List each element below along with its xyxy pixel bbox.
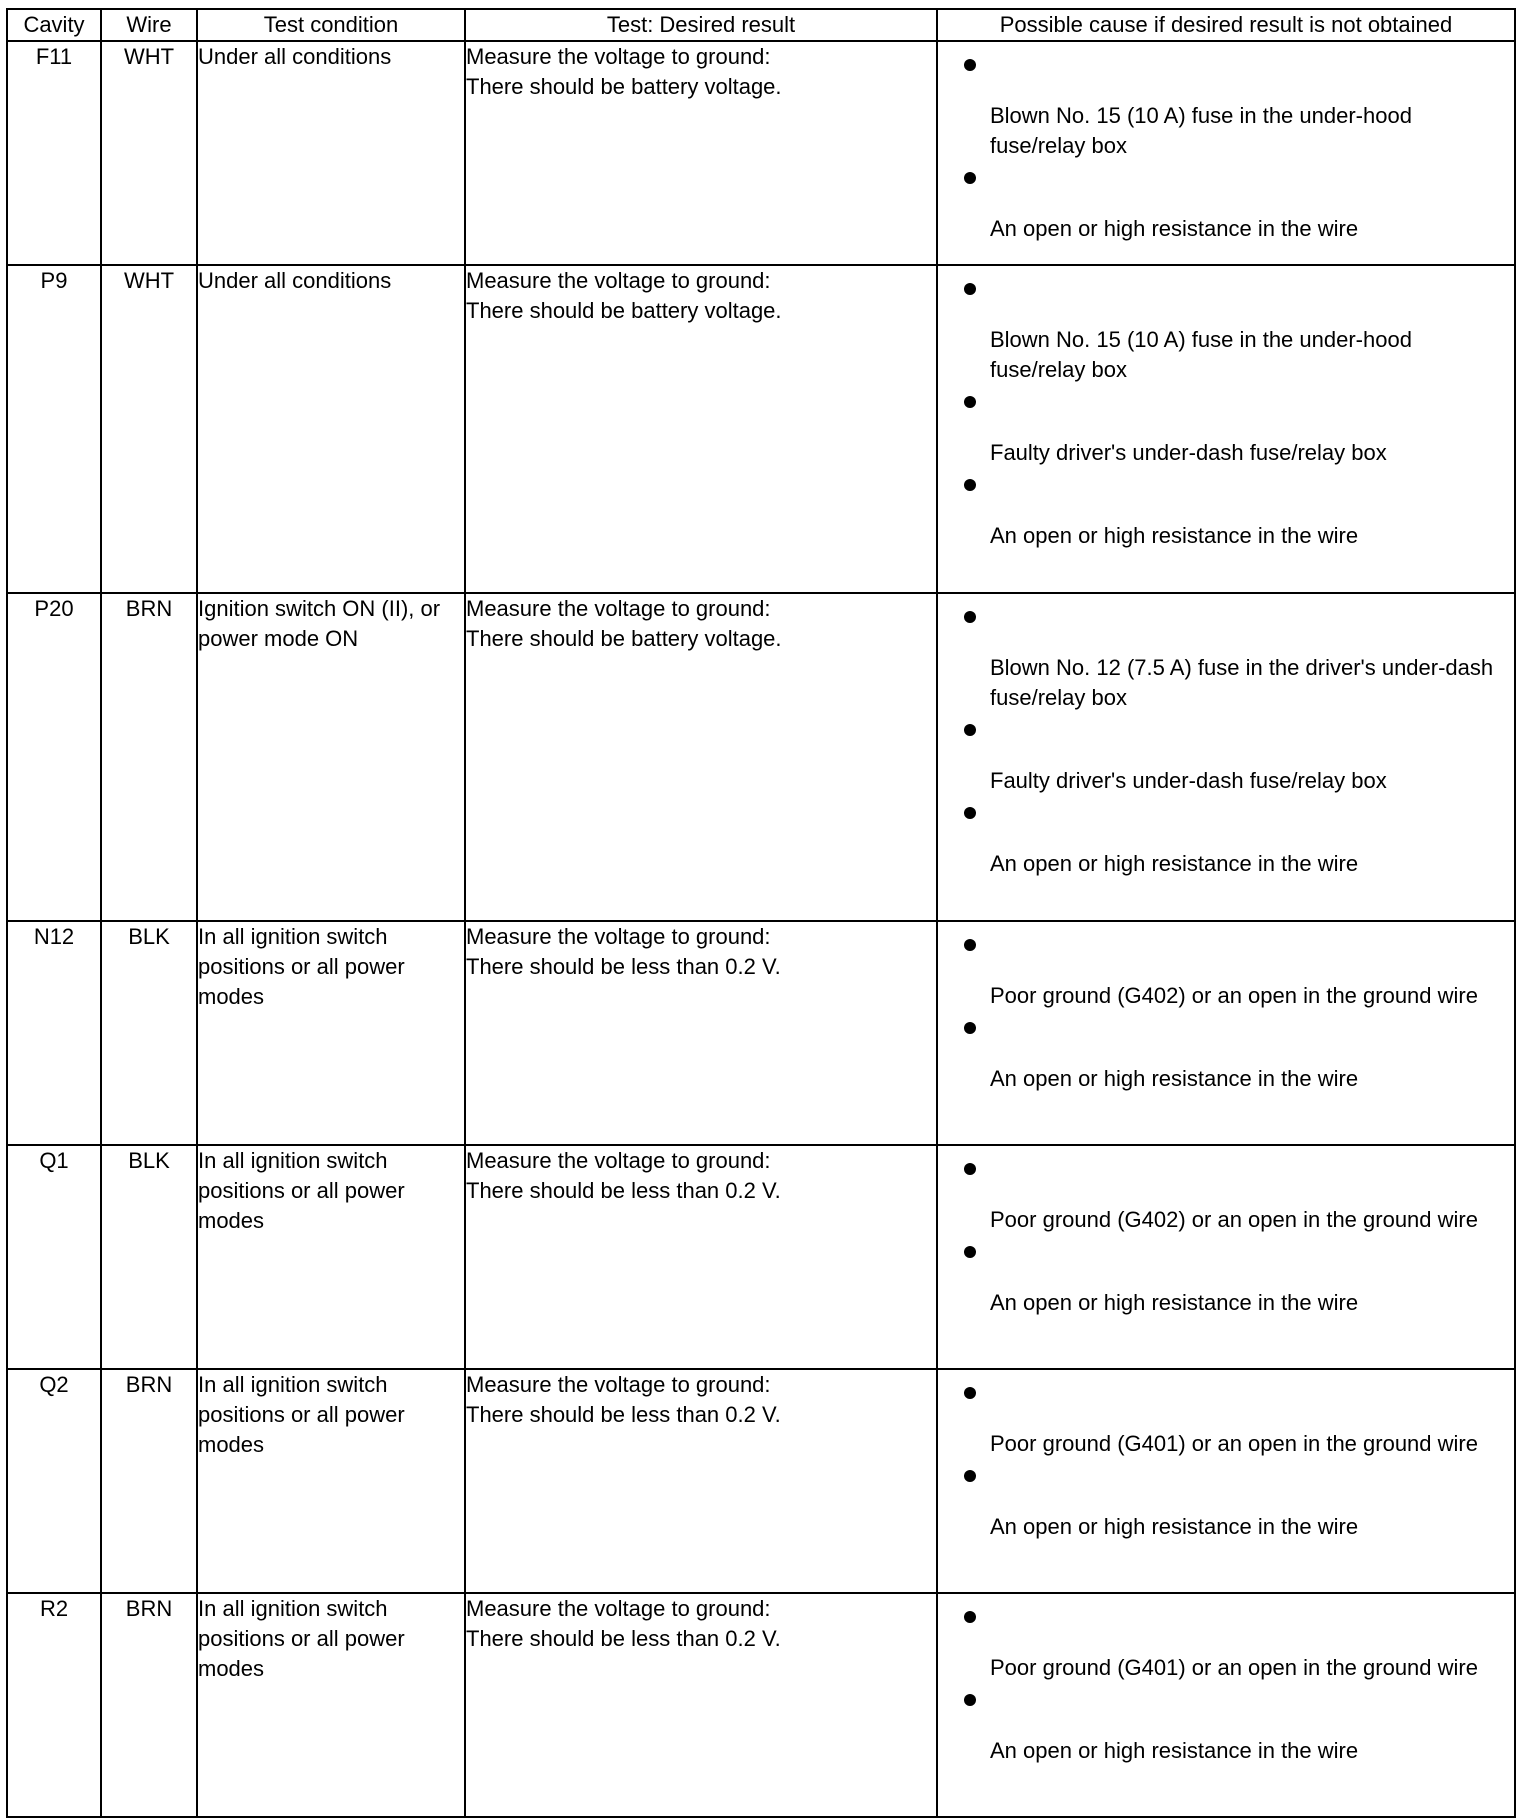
cause-cell	[937, 265, 1515, 593]
bullet-icon	[964, 1022, 976, 1034]
table-row	[7, 1145, 1515, 1369]
header-test-condition: Test condition	[197, 9, 465, 41]
cause-item	[958, 611, 1510, 713]
condition-cell: In all ignition switch positions or all power modes	[197, 921, 465, 1145]
wire-cell: BRN	[101, 1369, 197, 1593]
cause-text: Faulty driver's under-dash fuse/relay box	[990, 440, 1387, 465]
result-cell	[465, 1593, 937, 1817]
cause-item	[958, 724, 1510, 796]
bullet-icon	[964, 807, 976, 819]
result-line: Measure the voltage to ground:	[466, 596, 771, 621]
cause-item	[958, 1694, 1510, 1766]
result-line: There should be less than 0.2 V.	[466, 1626, 781, 1651]
header-row	[7, 9, 1515, 41]
cause-item	[958, 939, 1510, 1011]
result-line: There should be battery voltage.	[466, 298, 782, 323]
table-row	[7, 921, 1515, 1145]
cause-item	[958, 479, 1510, 551]
bullet-icon	[964, 283, 976, 295]
bullet-icon	[964, 611, 976, 623]
result-cell	[465, 1369, 937, 1593]
result-line: There should be less than 0.2 V.	[466, 1402, 781, 1427]
bullet-icon	[964, 479, 976, 491]
cause-text: An open or high resistance in the wire	[990, 216, 1359, 241]
cause-item	[958, 1246, 1510, 1318]
cause-item	[958, 1022, 1510, 1094]
cause-list	[938, 922, 1514, 1094]
result-line: There should be less than 0.2 V.	[466, 954, 781, 979]
cause-list	[938, 1146, 1514, 1318]
cavity-cell: N12	[7, 921, 101, 1145]
cause-cell	[937, 1369, 1515, 1593]
cause-list	[938, 266, 1514, 551]
bullet-icon	[964, 724, 976, 736]
cause-cell	[937, 593, 1515, 921]
result-line: There should be less than 0.2 V.	[466, 1178, 781, 1203]
condition-cell: Ignition switch ON (II), or power mode ON	[197, 593, 465, 921]
result-line: Measure the voltage to ground:	[466, 1148, 771, 1173]
cause-text: Poor ground (G402) or an open in the ground wire	[990, 983, 1478, 1008]
condition-cell: Under all conditions	[197, 41, 465, 265]
table-row	[7, 265, 1515, 593]
diagnosis-table	[6, 8, 1516, 1818]
header-desired-result: Test: Desired result	[465, 9, 937, 41]
result-line: Measure the voltage to ground:	[466, 1596, 771, 1621]
bullet-icon	[964, 1694, 976, 1706]
condition-cell: In all ignition switch positions or all power modes	[197, 1145, 465, 1369]
bullet-icon	[964, 59, 976, 71]
result-line: Measure the voltage to ground:	[466, 1372, 771, 1397]
bullet-icon	[964, 1163, 976, 1175]
bullet-icon	[964, 939, 976, 951]
cause-cell	[937, 921, 1515, 1145]
result-cell	[465, 1145, 937, 1369]
bullet-icon	[964, 1387, 976, 1399]
cavity-cell: P20	[7, 593, 101, 921]
cause-item	[958, 172, 1510, 244]
bullet-icon	[964, 1611, 976, 1623]
condition-cell: In all ignition switch positions or all power modes	[197, 1369, 465, 1593]
header-possible-cause: Possible cause if desired result is not obtained	[937, 9, 1515, 41]
wire-cell: BRN	[101, 1593, 197, 1817]
table-row	[7, 593, 1515, 921]
cause-text: Faulty driver's under-dash fuse/relay box	[990, 768, 1387, 793]
bullet-icon	[964, 1470, 976, 1482]
cause-item	[958, 1387, 1510, 1459]
result-cell	[465, 921, 937, 1145]
wire-cell: BLK	[101, 1145, 197, 1369]
cause-text: Poor ground (G401) or an open in the ground wire	[990, 1431, 1478, 1456]
cause-text: Blown No. 15 (10 A) fuse in the under-hood fuse/relay box	[990, 327, 1412, 382]
cause-text: An open or high resistance in the wire	[990, 523, 1359, 548]
cause-item	[958, 59, 1510, 161]
header-cavity: Cavity	[7, 9, 101, 41]
result-line: Measure the voltage to ground:	[466, 268, 771, 293]
cause-cell	[937, 1145, 1515, 1369]
cause-item	[958, 1163, 1510, 1235]
cavity-cell: F11	[7, 41, 101, 265]
cause-cell	[937, 41, 1515, 265]
cause-text: Poor ground (G401) or an open in the ground wire	[990, 1655, 1478, 1680]
table-row	[7, 41, 1515, 265]
cause-item	[958, 807, 1510, 879]
cause-item	[958, 1470, 1510, 1542]
cause-item	[958, 283, 1510, 385]
cavity-cell: Q2	[7, 1369, 101, 1593]
result-line: Measure the voltage to ground:	[466, 44, 771, 69]
cause-list	[938, 1594, 1514, 1766]
cause-list	[938, 42, 1514, 244]
bullet-icon	[964, 1246, 976, 1258]
cause-list	[938, 1370, 1514, 1542]
wire-cell: WHT	[101, 265, 197, 593]
cause-text: Blown No. 12 (7.5 A) fuse in the driver's under-dash fuse/relay box	[990, 655, 1494, 710]
condition-cell: In all ignition switch positions or all power modes	[197, 1593, 465, 1817]
cause-text: An open or high resistance in the wire	[990, 1514, 1359, 1539]
result-cell	[465, 41, 937, 265]
cavity-cell: P9	[7, 265, 101, 593]
cause-item	[958, 1611, 1510, 1683]
bullet-icon	[964, 396, 976, 408]
table-row	[7, 1369, 1515, 1593]
cause-cell	[937, 1593, 1515, 1817]
cause-text: An open or high resistance in the wire	[990, 851, 1359, 876]
result-line: There should be battery voltage.	[466, 626, 782, 651]
result-cell	[465, 265, 937, 593]
cause-text: An open or high resistance in the wire	[990, 1066, 1359, 1091]
cavity-cell: Q1	[7, 1145, 101, 1369]
result-line: Measure the voltage to ground:	[466, 924, 771, 949]
cause-text: Poor ground (G402) or an open in the ground wire	[990, 1207, 1478, 1232]
cause-text: An open or high resistance in the wire	[990, 1290, 1359, 1315]
cavity-cell: R2	[7, 1593, 101, 1817]
wire-cell: BRN	[101, 593, 197, 921]
condition-cell: Under all conditions	[197, 265, 465, 593]
bullet-icon	[964, 172, 976, 184]
cause-text: An open or high resistance in the wire	[990, 1738, 1359, 1763]
table-row	[7, 1593, 1515, 1817]
cause-item	[958, 396, 1510, 468]
result-line: There should be battery voltage.	[466, 74, 782, 99]
cause-list	[938, 594, 1514, 879]
wire-cell: WHT	[101, 41, 197, 265]
wire-cell: BLK	[101, 921, 197, 1145]
header-wire: Wire	[101, 9, 197, 41]
cause-text: Blown No. 15 (10 A) fuse in the under-hood fuse/relay box	[990, 103, 1412, 158]
result-cell	[465, 593, 937, 921]
